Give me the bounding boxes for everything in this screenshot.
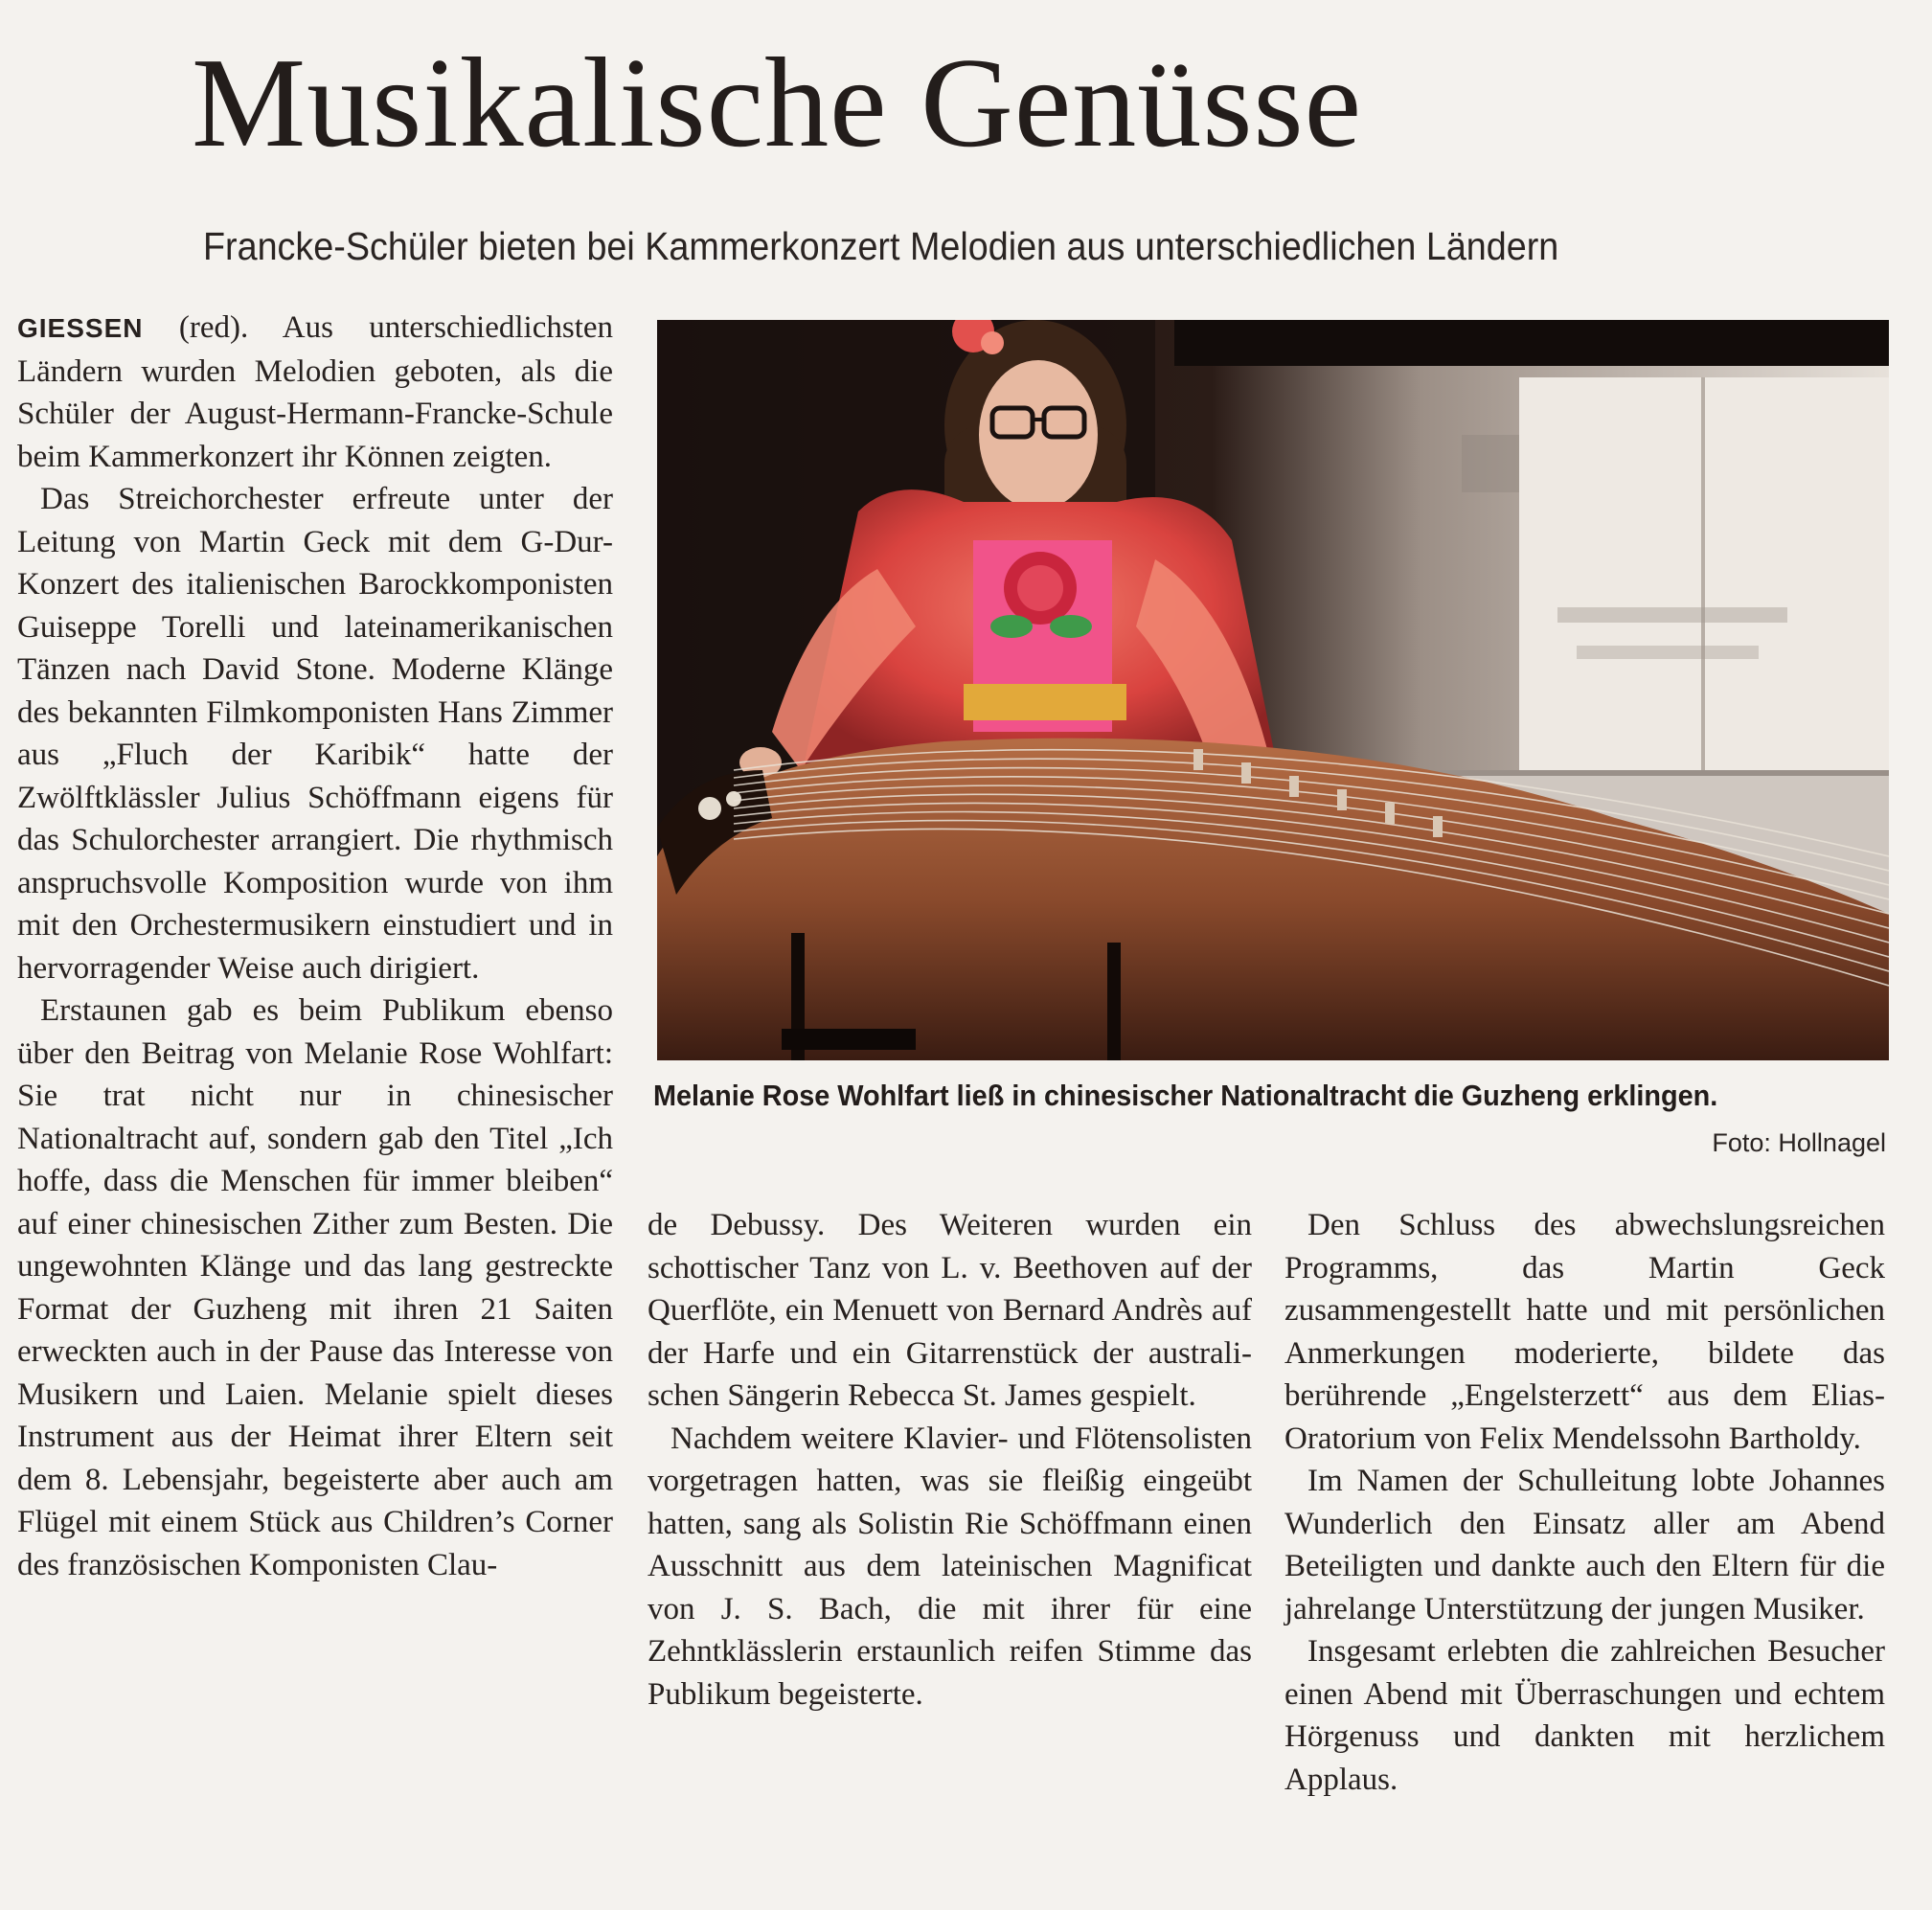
photo-credit: Foto: Hollnagel [1712,1128,1886,1157]
article-paragraph: Erstaunen gab es beim Publikum ebenso über den Beitrag von Melanie Rose Wohlfart: Sie trat nicht nur in chinesischer Nationaltracht auf, sondern gab den Titel „Ich hoffe, dass die Menschen für immer bleiben“ auf einer chinesischen Zither zum Besten. Die ungewohnten Klänge und das lang gestreckte Format der Guzheng mit ihren 21 Saiten erweckten auch in der Pause das Interesse von Musikern und Laien. Melanie spielt dieses Instrument aus der Heimat ihrer Eltern seit dem 8. Lebensjahr, begeisterte aber auch am Flügel mit einem Stück aus Children’s Corner des französischen Komponisten Clau- [17,993,613,1582]
article-paragraph: Im Namen der Schulleitung lobte Johannes Wunderlich den Einsatz aller am Abend Beteiligten und dankte auch den Eltern für die jahrelange Unterstützung der jungen Musiker. [1284,1464,1885,1626]
article-paragraph: Nachdem weitere Klavier- und Flötensolisten vorgetragen hatten, was sie fleißig eingeübt hatten, sang als Solistin Rie Schöffmann einen Ausschnitt aus dem lateinischen Magnificat von J. S. Bach, die mit ihrer für eine Zehntklässlerin erstaunlich reifen Stimme das Publikum begeisterte. [648,1421,1252,1712]
lead-paragraph-text: (red). Aus unterschiedlichsten Ländern wurden Melodien geboten, als die Schüler der August-Hermann-Francke-Schule beim Kammerkonzert ihr Können zeigten. [17,310,614,474]
article-lead-paragraph [17,307,613,478]
article-column-1 [17,307,613,1586]
article-photo [657,320,1889,1060]
article-headline: Musikalische Genüsse [192,32,1363,173]
article-column-3 [1284,1204,1885,1801]
article-paragraph: Das Streichorchester erfreute unter der Leitung von Martin Geck mit dem G-Dur-Konzert des italienischen Barockkomponisten Guiseppe Torelli und lateinamerikanischen Tänzen nach David Stone. Moderne Klänge des bekannten Filmkomponisten Hans Zimmer aus „Fluch der Karibik“ hatte der Zwölftklässler Julius Schöffmann eigens für das Schulorchester arrangiert. Die rhythmisch anspruchsvolle Komposition wurde von ihm mit den Orchestermusikern einstudiert und in hervorragender Weise auch dirigiert. [17,482,613,986]
photo-caption: Melanie Rose Wohlfart ließ in chinesischer Nationaltracht die Guzheng erklingen. [653,1079,1718,1112]
guzheng-player-photo [657,320,1889,1060]
article-subheadline: Francke-Schüler bieten bei Kammerkonzert Melodien aus unterschiedlichen Ländern [203,224,1559,268]
article-column-2 [648,1204,1252,1716]
dateline: GIESSEN [17,313,144,343]
article-paragraph-continued: de Debussy. Des Weiteren wurden ein schottischer Tanz von L. v. Beethoven auf der Querflöte, ein Menuett von Bernard Andrès auf der Harfe und ein Gitarrenstück der australischen Sängerin Rebecca St. James gespielt. [648,1208,1252,1413]
article-paragraph: Insgesamt erlebten die zahlreichen Besucher einen Abend mit Überraschungen und echtem Hörgenuss und dankten mit herzlichem Applaus. [1284,1634,1885,1797]
article-paragraph: Den Schluss des abwechslungsreichen Programms, das Martin Geck zusammengestellt hatte und mit persönlichen Anmerkungen moderierte, bildete das berührende „Engelsterzett“ aus dem Elias-Oratorium von Felix Mendelssohn Bartholdy. [1284,1208,1885,1456]
